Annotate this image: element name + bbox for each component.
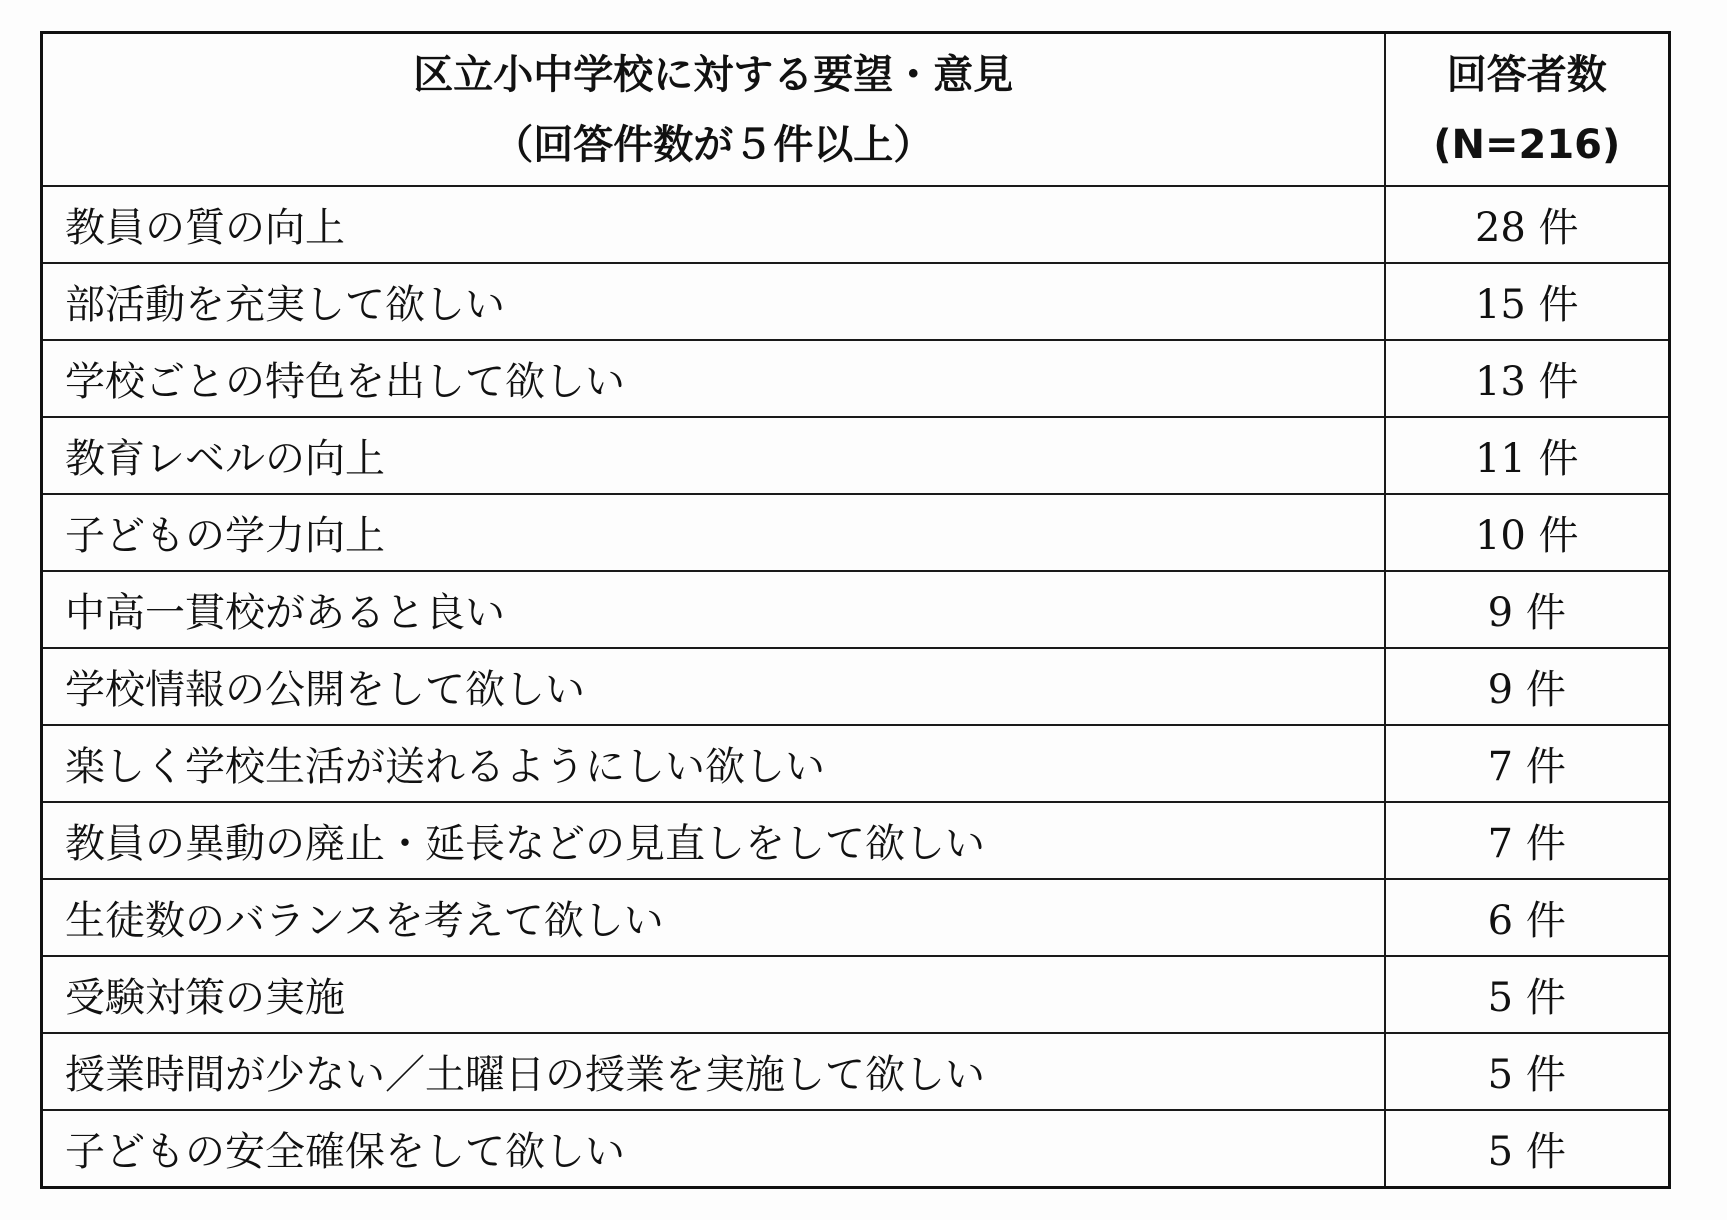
row-label: 学校情報の公開をして欲しい — [42, 648, 1385, 725]
row-label: 部活動を充実して欲しい — [42, 263, 1385, 340]
table-row — [42, 340, 1670, 417]
row-label: 受験対策の実施 — [42, 956, 1385, 1033]
table-row — [42, 494, 1670, 571]
row-count: 10 件 — [1385, 494, 1670, 571]
row-count: 15 件 — [1385, 263, 1670, 340]
row-label: 教員の質の向上 — [42, 186, 1385, 263]
row-count: 11 件 — [1385, 417, 1670, 494]
row-count: 5 件 — [1385, 1033, 1670, 1110]
row-count: 9 件 — [1385, 571, 1670, 648]
row-label: 楽しく学校生活が送れるようにしい欲しい — [42, 725, 1385, 802]
table-row — [42, 1110, 1670, 1188]
row-count: 5 件 — [1385, 956, 1670, 1033]
table-row — [42, 263, 1670, 340]
table-row — [42, 1033, 1670, 1110]
row-count: 7 件 — [1385, 725, 1670, 802]
table-row — [42, 802, 1670, 879]
row-label: 生徒数のバランスを考えて欲しい — [42, 879, 1385, 956]
header-label-subtitle: （回答件数が５件以上） — [493, 121, 934, 168]
table-row — [42, 725, 1670, 802]
header-label-cell — [42, 33, 1385, 187]
table-row — [42, 571, 1670, 648]
row-count: 7 件 — [1385, 802, 1670, 879]
row-count: 28 件 — [1385, 186, 1670, 263]
row-label: 子どもの安全確保をして欲しい — [42, 1110, 1385, 1188]
row-label: 子どもの学力向上 — [42, 494, 1385, 571]
table-body — [42, 186, 1670, 1188]
row-label: 学校ごとの特色を出して欲しい — [42, 340, 1385, 417]
header-count-n: (N=216) — [1433, 121, 1621, 168]
table-row — [42, 186, 1670, 263]
table-row — [42, 879, 1670, 956]
row-label: 教員の異動の廃止・延長などの見直しをして欲しい — [42, 802, 1385, 879]
survey-results-table — [40, 31, 1671, 1189]
row-count: 9 件 — [1385, 648, 1670, 725]
table-row — [42, 648, 1670, 725]
header-row — [42, 33, 1670, 187]
row-label: 中高一貫校があると良い — [42, 571, 1385, 648]
header-count-title: 回答者数 — [1446, 51, 1607, 98]
row-count: 6 件 — [1385, 879, 1670, 956]
row-label: 授業時間が少ない／土曜日の授業を実施して欲しい — [42, 1033, 1385, 1110]
table-row — [42, 956, 1670, 1033]
row-count: 5 件 — [1385, 1110, 1670, 1188]
header-count-cell — [1385, 33, 1670, 187]
row-count: 13 件 — [1385, 340, 1670, 417]
header-label-title: 区立小中学校に対する要望・意見 — [413, 51, 1014, 98]
table-header — [42, 33, 1670, 187]
row-label: 教育レベルの向上 — [42, 417, 1385, 494]
table-row — [42, 417, 1670, 494]
